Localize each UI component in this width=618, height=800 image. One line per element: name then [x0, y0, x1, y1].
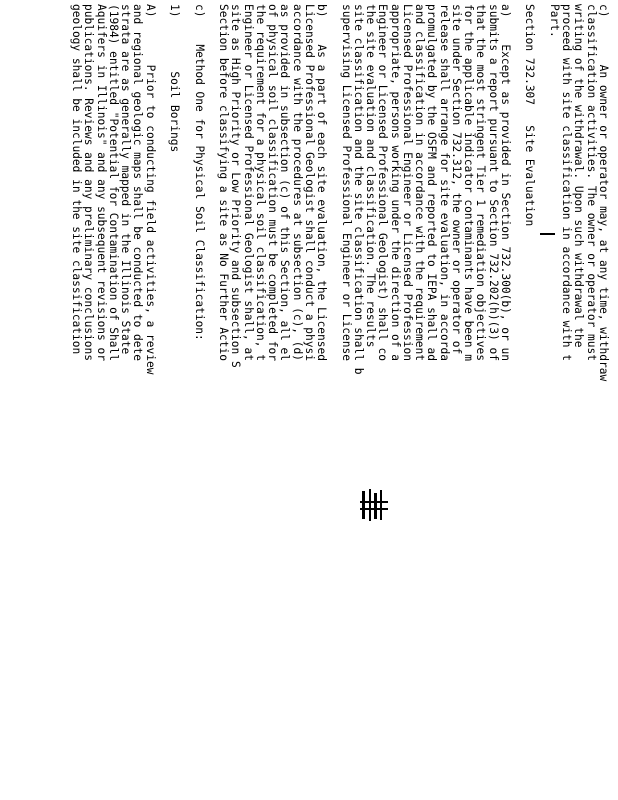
text-line: Engineer or Licensed Professional Geologist) shall co: [376, 4, 390, 361]
text-line: the site evaluation and classification. The results: [364, 4, 378, 348]
text-line: as provided in subsection (c) of this Section, all el: [278, 4, 292, 361]
text-line: Section 732.307 Site Evaluation: [523, 4, 537, 227]
text-line: A) Prior to conducting field activities, a review: [143, 4, 157, 375]
text-line: classification activities. The owner or operator must: [584, 4, 598, 361]
text-line: site as High Priority or Low Priority and subsection S: [229, 4, 243, 368]
text-line: Engineer or Licensed Professional Geologist shall, at: [241, 4, 255, 361]
text-line: strata are as generally mapped in the Illinois State: [119, 4, 133, 355]
text-line: publications. Reviews and any preliminary conclusions: [82, 4, 96, 361]
text-line: promulgated by the OSFM and reported to IEPA shall ad: [425, 4, 439, 361]
text-line: submits a report pursuant to Section 732.202(h)(3) of: [486, 4, 500, 361]
text-line: site classification and the site classification shall b: [352, 4, 365, 375]
text-line: geology shall be included in the site classification: [70, 4, 84, 355]
text-line: c) An owner or operator may, at any time, withdraw: [597, 4, 610, 382]
text-line: Part.: [548, 4, 561, 38]
text-line: a) Except as provided in Section 732.300(b), or un: [499, 4, 512, 361]
text-line: Aquifers in Illinois" and any subsequent revisions or: [94, 4, 108, 361]
text-line: proceed with site classification in accordance with t: [560, 4, 574, 361]
text-line: of physical soil classification must be completed for: [266, 4, 280, 361]
text-line: writing of the withdrawal. Upon such withdrawal the: [572, 4, 586, 348]
document-text-block: [70, 0, 618, 800]
text-line: supervising Licensed Professional Engineer or License: [339, 4, 353, 361]
text-line: site under Section 732.312, the owner or operator of: [450, 4, 463, 355]
text-line: Licensed Professional Geologist shall conduct a physi: [303, 4, 316, 361]
text-line: 1) Soil Borings: [168, 4, 182, 153]
text-line: and regional geologic maps shall be conducted to dete: [131, 4, 145, 361]
text-line: c) Method One for Physical Soil Classification:: [192, 4, 206, 341]
text-line: for the applicable indicator contaminants have been m: [462, 4, 476, 361]
text-line: accordance with the procedures at subsection (c), (d): [290, 4, 304, 361]
text-line: release shall arrange for site evaluation, in accorda: [437, 4, 451, 361]
text-line: the requirement for a physical soil classification, t: [254, 4, 267, 361]
text-line: b) As a part of each site evaluation, the Licensed: [315, 4, 329, 361]
text-line: Licensed Professional Engineer or Licensed Profession: [401, 4, 414, 361]
text-line: Section before classifying a site as No Further Actio: [217, 4, 231, 361]
text-line: that the most stringent Tier 1 remediation objectives: [474, 4, 488, 361]
text-line: and classification in accordance with the requirement: [413, 4, 427, 361]
text-line: appropriate, persons working under the direction of a: [388, 4, 402, 361]
text-line: (1984) entitled "Potential for Contamination of Shall: [107, 4, 120, 361]
